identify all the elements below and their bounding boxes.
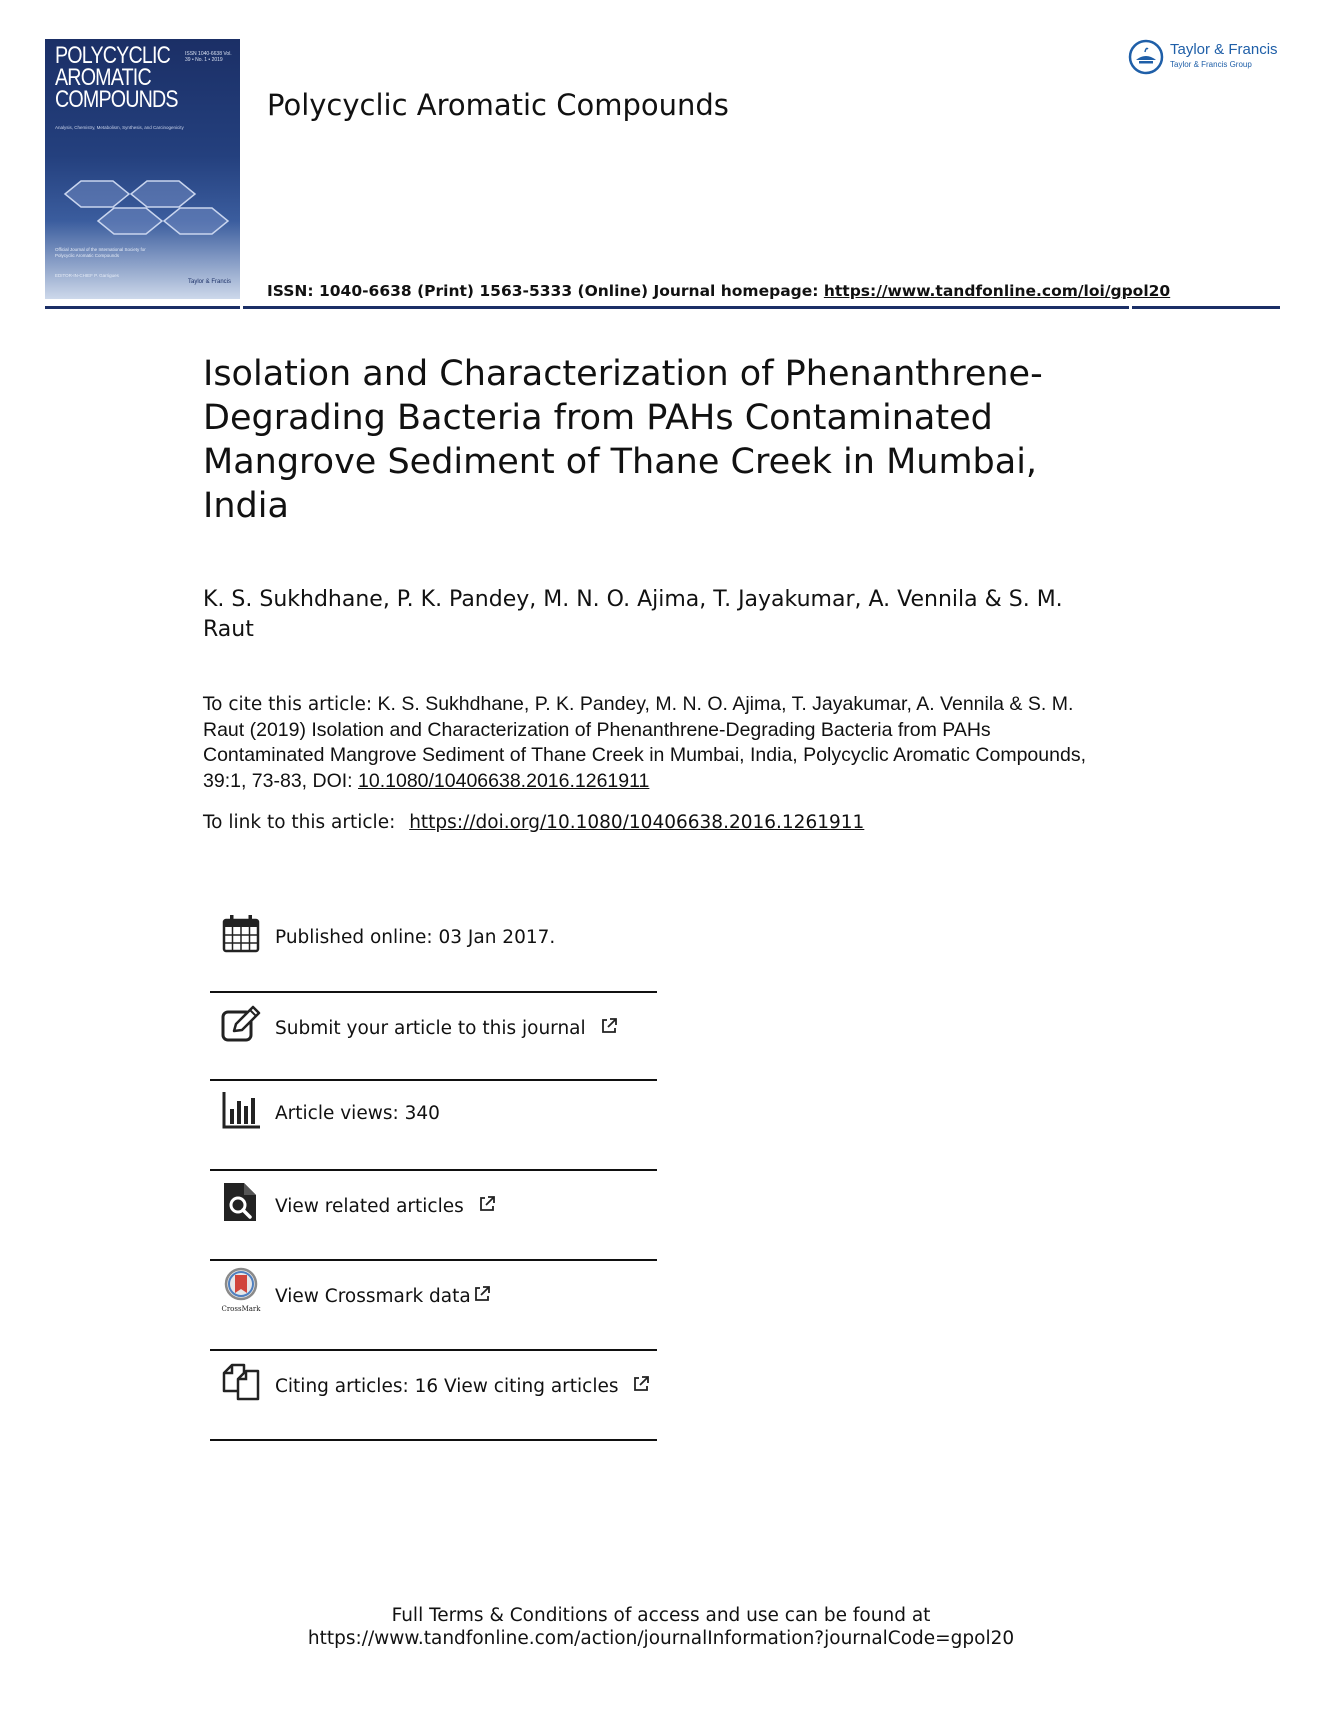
edit-icon <box>220 1003 262 1045</box>
journal-name: Polycyclic Aromatic Compounds <box>267 88 729 122</box>
issn-line <box>267 282 1170 300</box>
publisher-group: Taylor & Francis Group <box>1170 60 1252 69</box>
cover-subtitle: Analysis, Chemistry, Metabolism, Synthesis, and Carcinogenicity <box>55 125 184 130</box>
terms-url-link[interactable]: https://www.tandfonline.com/action/journalInformation?journalCode=gpol20 <box>307 1628 1015 1649</box>
terms-footer <box>0 1604 1322 1650</box>
hexagon-pattern-icon <box>45 179 240 249</box>
published-online-text: Published online: 03 Jan 2017. <box>275 927 556 948</box>
crossmark-icon <box>220 1267 262 1309</box>
submit-article-row[interactable] <box>210 993 657 1083</box>
journal-cover-image <box>45 39 240 299</box>
external-link-icon <box>600 1017 618 1035</box>
related-articles-row[interactable] <box>210 1171 657 1261</box>
article-link-line <box>203 812 1103 833</box>
cover-title: POLYCYCLIC AROMATIC COMPOUNDS <box>55 42 178 113</box>
crossmark-icon-label: CrossMark <box>221 1305 261 1313</box>
cover-publisher: Taylor & Francis <box>188 279 232 285</box>
header-divider <box>1132 306 1280 309</box>
article-link-label: To link to this article: <box>203 812 402 833</box>
citation-label: To cite this article: <box>203 694 373 715</box>
bar-chart-icon <box>220 1089 262 1131</box>
crossmark-link[interactable]: View Crossmark data <box>275 1285 491 1307</box>
crossmark-row[interactable] <box>210 1261 657 1351</box>
published-online-row <box>210 905 657 995</box>
related-articles-link[interactable]: View related articles <box>275 1195 496 1217</box>
header-divider <box>45 306 240 309</box>
issn-text: ISSN: 1040-6638 (Print) 1563-5333 (Online) Journal homepage: <box>267 282 824 300</box>
citing-articles-row[interactable] <box>210 1351 657 1441</box>
citation-doi-link[interactable]: 10.1080/10406638.2016.1261911 <box>358 769 650 792</box>
external-link-icon <box>478 1195 496 1213</box>
submit-article-link[interactable]: Submit your article to this journal <box>275 1017 618 1039</box>
citing-articles-link[interactable]: Citing articles: 16 View citing articles <box>275 1375 650 1397</box>
document-search-icon <box>220 1181 262 1223</box>
cover-note: Official Journal of the International Society for Polycyclic Aromatic Compounds <box>55 247 146 258</box>
terms-text: Full Terms & Conditions of access and use can be found at <box>391 1605 931 1626</box>
header-divider <box>243 306 1129 309</box>
calendar-icon <box>220 913 262 955</box>
article-doi-link[interactable]: https://doi.org/10.1080/10406638.2016.1261911 <box>409 812 865 833</box>
article-views-row <box>210 1081 657 1171</box>
copy-documents-icon <box>220 1359 262 1401</box>
article-title: Isolation and Characterization of Phenanthrene-Degrading Bacteria from PAHs Contaminated Mangrove Sediment of Thane Creek in Mumbai, India <box>203 354 1043 526</box>
taylor-francis-lamp-icon <box>1128 39 1164 75</box>
citation-text: K. S. Sukhdhane, P. K. Pandey, M. N. O. Ajima, T. Jayakumar, A. Vennila & S. M. Raut (2019) Isolation and Characterization of Phenanthrene-Degrading Bacteria from PAHs Contaminated Mangrove Sediment of Thane Creek in Mumbai, India, Polycyclic Aromatic Compounds, 39:1, 73-83, DOI: <box>203 693 1086 792</box>
article-views-text: Article views: 340 <box>275 1103 440 1124</box>
cover-editor: EDITOR-IN-CHIEF P. Garrigues <box>55 273 119 278</box>
article-authors: K. S. Sukhdhane, P. K. Pandey, M. N. O. Ajima, T. Jayakumar, A. Vennila & S. M. Raut <box>203 587 1063 642</box>
external-link-icon <box>473 1285 491 1303</box>
cover-issn: ISSN 1040-6638 Vol. 39 • No. 1 • 2019 <box>185 51 232 63</box>
journal-homepage-link[interactable]: https://www.tandfonline.com/loi/gpol20 <box>823 282 1171 300</box>
external-link-icon <box>632 1375 650 1393</box>
info-divider <box>210 1439 657 1441</box>
citation-block <box>203 692 1103 794</box>
publisher-logo <box>1128 37 1288 77</box>
publisher-name: Taylor & Francis <box>1170 41 1278 58</box>
